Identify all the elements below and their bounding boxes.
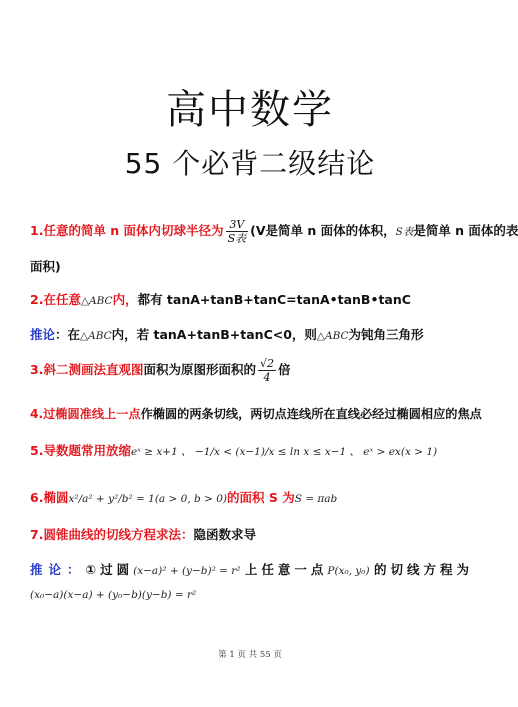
item-7-label: 7.圆锥曲线的切线方程求法： xyxy=(30,527,194,542)
item-5-label: 5.导数题常用放缩 xyxy=(30,443,131,458)
corollary-2-label: 推论： xyxy=(30,562,86,577)
document-subtitle: 55 个必背二级结论 xyxy=(124,147,376,180)
corollary-2: 推论：①过圆(x−a)² + (y−b)² = r² 上任意一点P(x₀, y₀) 的切线方程为 xyxy=(30,562,473,577)
item-1: 1.任意的简单 n 面体内切球半径为 $\frac{3V}{\text{S表}}$ (V是简单 n 面体的体积，S表是简单 n 面体的表 xyxy=(30,218,518,245)
item-2-text: 都有 tanA+tanB+tanC=tanA•tanB•tanC xyxy=(137,292,411,307)
item-1-text: V是简单 n 面体的体积， xyxy=(255,223,396,238)
item-5 xyxy=(30,441,437,459)
item-1-label: 1.任意的简单 n 面体内切球半径为 xyxy=(30,223,224,238)
item-1-continued: 面积) xyxy=(30,259,61,274)
item-6-math2: S = πab xyxy=(294,493,338,505)
item-2-label: 2.在任意 xyxy=(30,292,81,307)
item-6-math: x²/a² + y²/b² = 1(a > 0, b > 0) xyxy=(68,493,227,505)
item-6: 6.椭圆x²/a² + y²/b² = 1(a > 0, b > 0)的面积 S 为S = πab xyxy=(30,490,338,505)
corollary-2-equation: (x₀−a)(x−a) + (y₀−b)(y−b) = r² xyxy=(30,589,197,601)
document-title: 高中数学 xyxy=(166,87,334,133)
corollary-1-label: 推论 xyxy=(30,327,56,342)
item-3: 3.斜二测画法直观图面积为原图形面积的 $\frac{√2}{4}$ 倍 xyxy=(30,357,291,384)
page-footer: 第 1 页 共 55 页 xyxy=(218,650,282,660)
item-6-label: 6.椭圆 xyxy=(30,490,69,505)
item-2: 2.在任意△ABC内，都有 tanA+tanB+tanC=tanA•tanB•tanC xyxy=(30,292,411,307)
item-1-math-s: S表 xyxy=(395,226,414,238)
item-3-fraction: $\frac{√2}{4}$ xyxy=(259,357,274,384)
item-7 xyxy=(30,525,256,543)
item-4-text: 作椭圆的两条切线，两切点连线所在直线必经过椭圆相应的焦点 xyxy=(140,407,482,421)
item-3-label: 3.斜二测画法直观图 xyxy=(30,362,144,377)
item-5-math: eˣ ≥ x+1 、 −1/x < (x−1)/x ≤ ln x ≤ x−1 、 eˣ > ex(x > 1) xyxy=(130,446,438,458)
item-7-text: 隐函数求导 xyxy=(193,527,256,542)
item-4 xyxy=(30,405,482,422)
corollary-1: 推论：在△ABC内，若 tanA+tanB+tanC<0，则△ABC为钝角三角形 xyxy=(30,327,424,342)
item-1-fraction: $\frac{3V}{\text{S表}}$ xyxy=(227,218,247,245)
item-4-label: 4.过椭圆准线上一点 xyxy=(30,407,141,421)
